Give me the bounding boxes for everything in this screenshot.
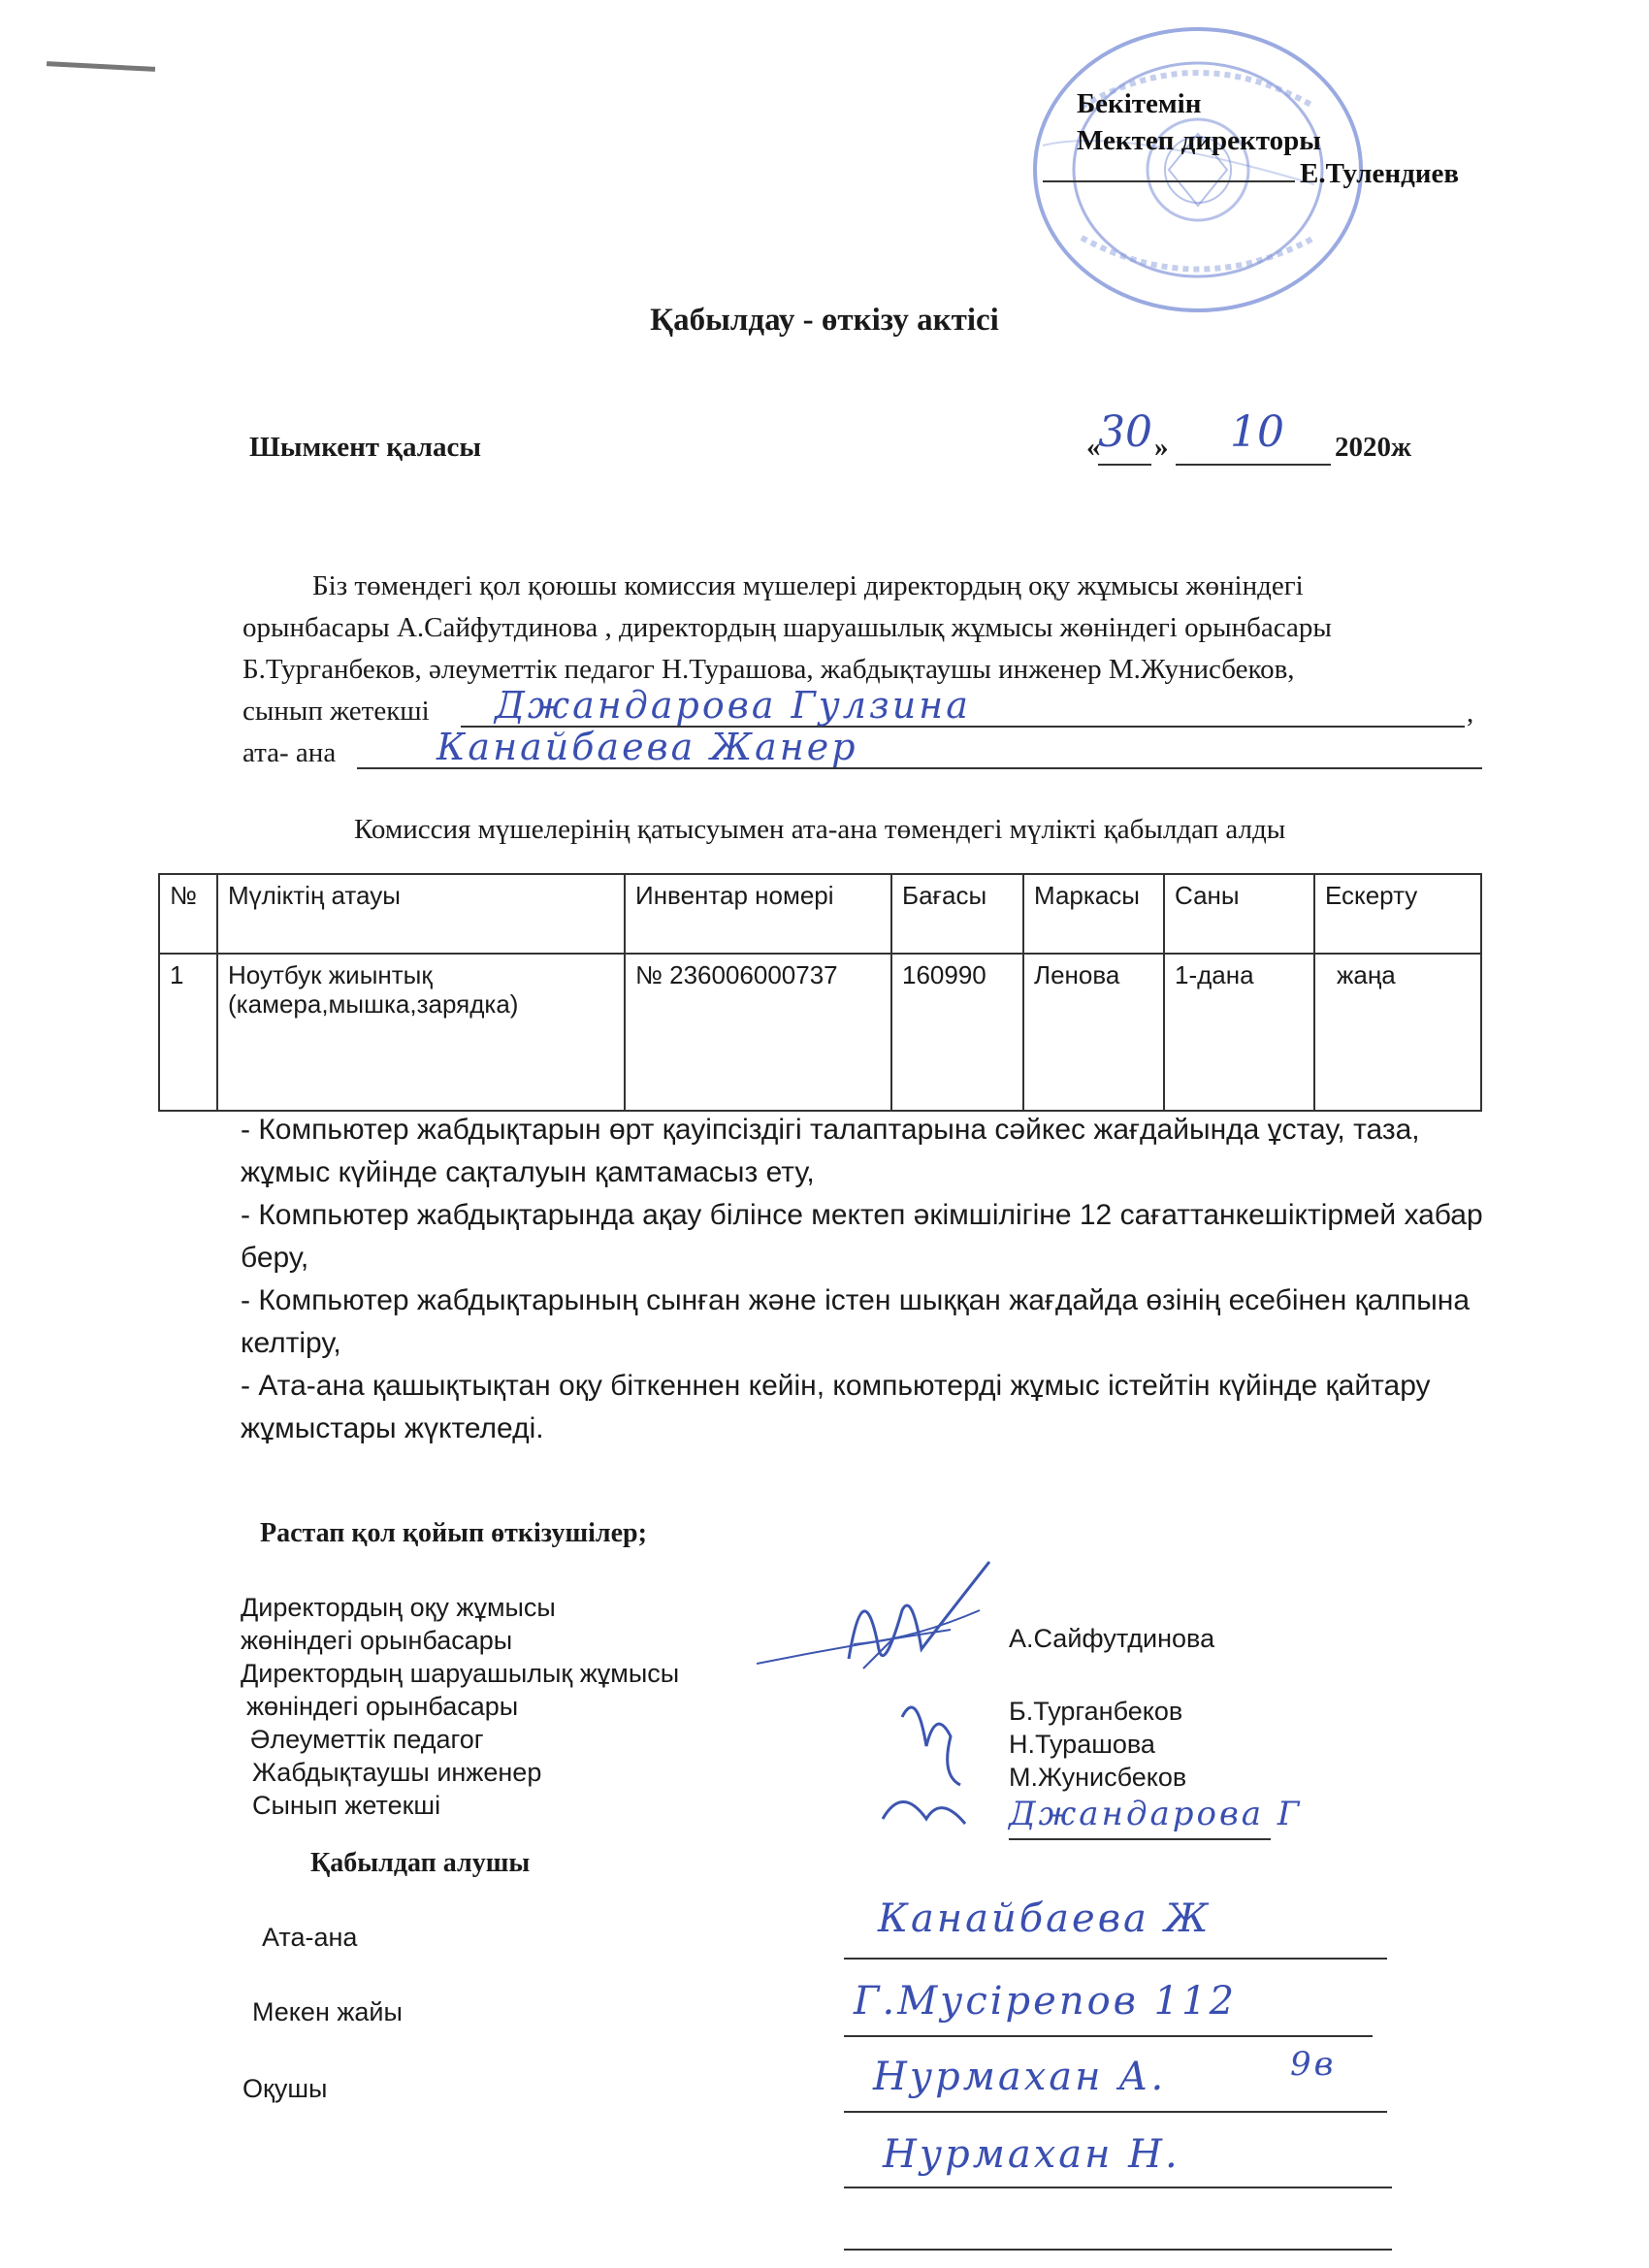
receiver-student-label: Оқушы <box>242 2074 328 2103</box>
cell-brand: Ленова <box>1023 954 1164 1111</box>
signatory-name: Б.Турганбеков <box>1009 1697 1183 1726</box>
receiver-address-value: Г.Мусірепов 112 <box>854 1979 1238 2024</box>
approval-line-2: Мектеп директоры <box>1077 125 1321 156</box>
receiver-address-line <box>844 2035 1373 2037</box>
property-table <box>158 873 1482 1112</box>
date-month: 10 <box>1230 407 1284 457</box>
table-row <box>159 954 1481 1111</box>
approval-block <box>1077 85 1523 159</box>
obligation-item: - Компьютер жабдықтарын өрт қауіпсіздігі талаптарына сәйкес жағдайында ұстау, таза, жұмыс күйінде сақталуын қамтамасыз ету, <box>241 1114 1420 1188</box>
role-line: Жабдықтаушы инженер <box>252 1758 542 1787</box>
col-header-brand: Маркасы <box>1023 874 1164 954</box>
role-line: Сынып жетекші <box>252 1791 441 1820</box>
receiver-heading: Қабылдап алушы <box>310 1848 531 1878</box>
role-line: Директордың оқу жұмысы <box>241 1593 556 1622</box>
receiver-student2-value: Нурмахан Н. <box>883 2132 1180 2177</box>
teacher-label: сынып жетекші <box>242 696 430 727</box>
parent-name-handwritten: Канайбаева Жанер <box>436 726 858 768</box>
receiver-student-value: Нурмахан А. <box>873 2055 1167 2099</box>
received-statement: Комиссия мүшелерінің қатысуымен ата-ана төмендегі мүлікті қабылдап алды <box>354 814 1286 845</box>
intro-line-2: орынбасары А.Сайфутдинова , директордың шаруашылық жұмысы жөніндегі орынбасары <box>242 612 1332 643</box>
obligation-item: - Ата-ана қашықтықтан оқу біткеннен кейін, компьютерді жұмыс істейтін күйінде қайтару жұмыстары жүктеледі. <box>241 1370 1431 1444</box>
role-line: жөніндегі орынбасары <box>241 1626 513 1655</box>
date-day-line <box>1098 464 1151 466</box>
teacher-signature-name: Джандарова Г <box>1009 1795 1303 1833</box>
document-title: Қабылдау - өткізу актісі <box>650 303 999 338</box>
receiver-student-grade: 9в <box>1290 2045 1337 2084</box>
receiver-extra-line <box>844 2249 1392 2251</box>
place: Шымкент қаласы <box>249 432 482 463</box>
signatory-roles <box>241 1591 679 1822</box>
col-header-inventory: Инвентар номері <box>625 874 891 954</box>
date-year: 2020ж <box>1335 432 1412 463</box>
receiver-student2-line <box>844 2187 1392 2188</box>
role-line: жөніндегі орынбасары <box>246 1692 519 1721</box>
parent-label: ата- ана <box>242 737 337 768</box>
cell-note: жаңа <box>1314 954 1481 1111</box>
approval-signature-line <box>1043 180 1295 182</box>
receiver-parent-line <box>844 1958 1387 1960</box>
date-line <box>1086 407 1436 466</box>
table-header-row <box>159 874 1481 954</box>
scan-mark <box>47 61 155 72</box>
receiver-address-label: Мекен жайы <box>252 1997 403 2026</box>
receiver-parent-label: Ата-ана <box>262 1923 358 1952</box>
col-header-note: Ескерту <box>1314 874 1481 954</box>
obligations-list <box>241 1109 1502 1450</box>
signature-scribble <box>757 1552 1048 1843</box>
obligation-item: - Компьютер жабдықтарында ақау білінсе мектеп әкімшілігіне 12 сағаттанкешіктірмей хабар беру, <box>241 1199 1483 1274</box>
signatory-name: А.Сайфутдинова <box>1009 1624 1215 1653</box>
col-header-name: Мүліктің атауы <box>217 874 625 954</box>
role-line: Әлеуметтік педагог <box>250 1725 484 1754</box>
signatory-name: М.Жунисбеков <box>1009 1763 1187 1792</box>
approval-signer: Е.Тулендиев <box>1300 158 1460 189</box>
date-day: 30 <box>1098 407 1152 457</box>
col-header-qty: Саны <box>1164 874 1314 954</box>
intro-line-1: Біз төмендегі қол қоюшы комиссия мүшелері директордың оқу жұмысы жөніндегі <box>312 570 1304 601</box>
obligation-item: - Компьютер жабдықтарының сынған және істен шыққан жағдайда өзінің есебінен қалпына келтіру, <box>241 1284 1471 1359</box>
signatures-heading: Растап қол қойып өткізушілер; <box>260 1518 647 1548</box>
date-open-quote: « <box>1086 432 1101 463</box>
role-line: Директордың шаруашылық жұмысы <box>241 1659 680 1688</box>
cell-price: 160990 <box>891 954 1023 1111</box>
teacher-signature-line <box>1009 1838 1271 1840</box>
cell-name: Ноутбук жиынтық (камера,мышка,зарядка) <box>217 954 625 1111</box>
date-month-line <box>1176 464 1331 466</box>
receiver-parent-value: Канайбаева Ж <box>878 1896 1212 1941</box>
intro-line-3: Б.Турганбеков, әлеуметтік педагог Н.Турашова, жабдықтаушы инженер М.Жунисбеков, <box>242 654 1295 685</box>
cell-qty: 1-дана <box>1164 954 1314 1111</box>
receiver-student-line <box>844 2111 1387 2113</box>
teacher-comma: , <box>1467 697 1474 729</box>
cell-num: 1 <box>159 954 217 1111</box>
col-header-price: Бағасы <box>891 874 1023 954</box>
col-header-num: № <box>159 874 217 954</box>
signatory-name: Н.Турашова <box>1009 1730 1155 1759</box>
date-close-quote: » <box>1154 432 1169 463</box>
teacher-name-handwritten: Джандарова Гулзина <box>495 684 971 727</box>
approval-line-1: Бекітемін <box>1077 88 1202 119</box>
cell-inventory: № 236006000737 <box>625 954 891 1111</box>
